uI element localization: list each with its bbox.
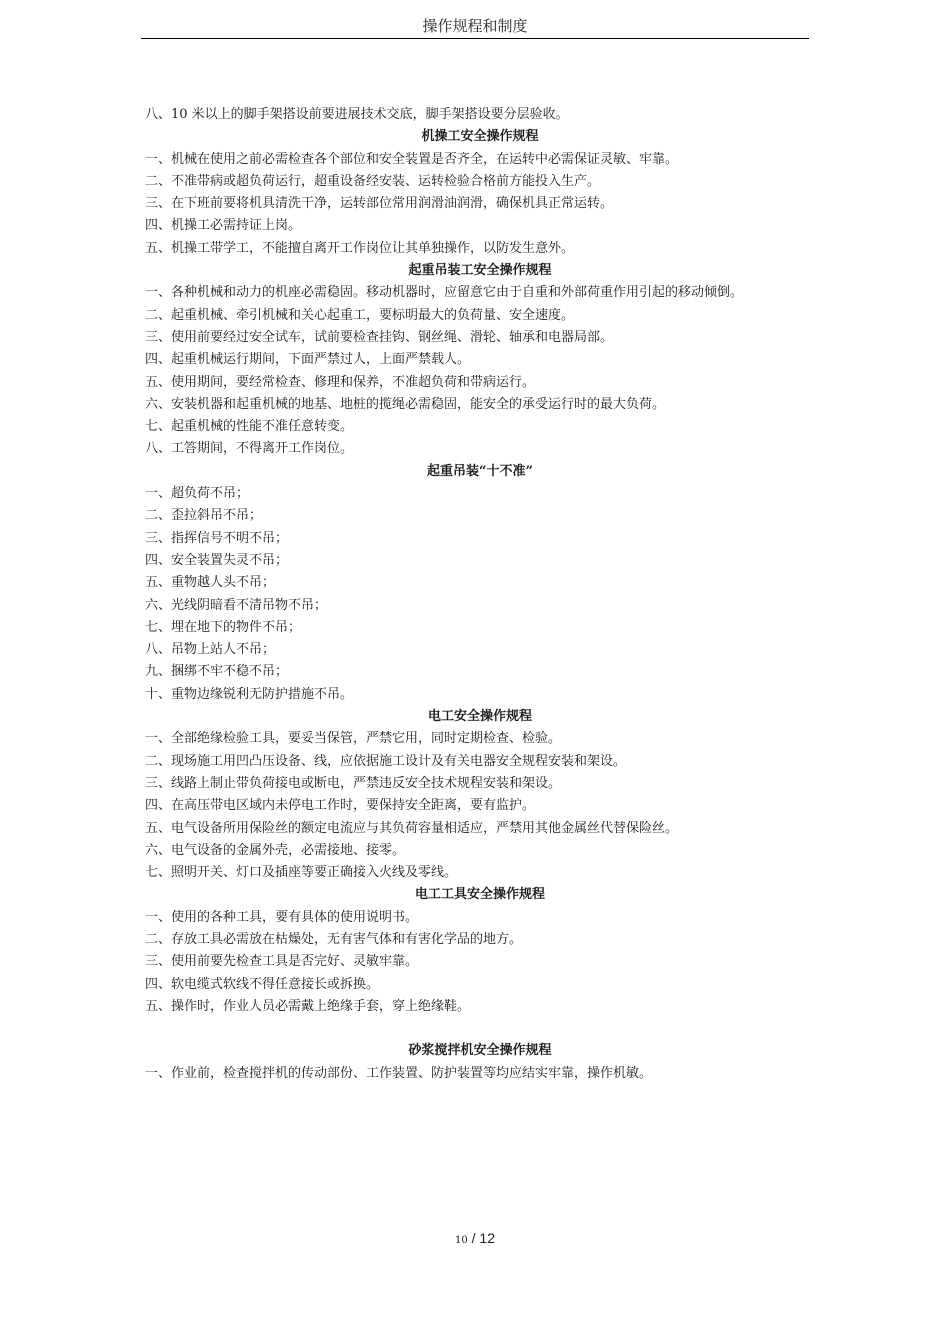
list-item: 七、起重机械的性能不准任意转变。 xyxy=(145,419,354,435)
page-footer xyxy=(0,1230,950,1248)
list-item: 一、超负荷不吊； xyxy=(145,486,250,502)
list-item: 一、机械在使用之前必需检查各个部位和安全装置是否齐全，在运转中必需保证灵敏、牢靠。 xyxy=(145,151,679,167)
list-item: 四、机操工必需持证上岗。 xyxy=(145,218,302,234)
section-title: 砂浆搅拌机安全操作规程 xyxy=(408,1043,552,1059)
list-item: 一、各种机械和动力的机座必需稳固。移动机器时，应留意它由于自重和外部荷重作用引起的移动倾倒。 xyxy=(145,285,744,301)
list-item: 八、工答期间，不得离开工作岗位。 xyxy=(145,441,354,457)
list-item: 五、机操工带学工，不能擅自离开工作岗位让其单独操作，以防发生意外。 xyxy=(145,240,575,256)
current-page-number: 10 xyxy=(455,1235,468,1246)
spacer xyxy=(145,1018,815,1040)
list-item: 六、电气设备的金属外壳，必需接地、接零。 xyxy=(145,842,406,858)
total-pages: 12 xyxy=(479,1230,495,1246)
document-body xyxy=(145,104,815,1085)
page-separator: / xyxy=(467,1230,480,1246)
list-item: 五、电气设备所用保险丝的额定电流应与其负荷容量相适应，严禁用其他金属丝代替保险丝。 xyxy=(145,820,679,836)
list-item: 四、在高压带电区域内未停电工作时，要保持安全距离，要有监护。 xyxy=(145,798,536,814)
list-item: 四、起重机械运行期间，下面严禁过人，上面严禁载人。 xyxy=(145,352,471,368)
list-item: 五、操作时，作业人员必需戴上绝缘手套，穿上绝缘鞋。 xyxy=(145,998,471,1014)
list-item: 六、安装机器和起重机械的地基、地桩的揽绳必需稳固，能安全的承受运行时的最大负荷。 xyxy=(145,396,666,412)
page-header xyxy=(141,14,809,39)
list-item: 二、不准带病或超负荷运行，超重设备经安装、运转检验合格前方能投入生产。 xyxy=(145,173,601,189)
list-item: 十、重物边缘锐利无防护措施不吊。 xyxy=(145,686,354,702)
section-title: 起重吊装工安全操作规程 xyxy=(408,263,552,279)
list-item: 二、歪拉斜吊不吊； xyxy=(145,508,263,524)
list-item: 三、线路上制止带负荷接电或断电，严禁违反安全技术规程安装和架设。 xyxy=(145,775,562,791)
list-item: 五、重物越人头不吊； xyxy=(145,575,276,591)
list-item: 二、存放工具必需放在枯燥处，无有害气体和有害化学品的地方。 xyxy=(145,931,523,947)
section-title: 机操工安全操作规程 xyxy=(421,129,539,145)
section-title: 电工工具安全操作规程 xyxy=(414,887,545,903)
header-title: 操作规程和制度 xyxy=(422,17,528,35)
list-item: 五、使用期间，要经常检查、修理和保养，不准超负荷和带病运行。 xyxy=(145,374,536,390)
list-item: 三、使用前要经过安全试车，试前要检查挂钩、钢丝绳、滑轮、轴承和电器局部。 xyxy=(145,329,614,345)
list-item: 四、安全装置失灵不吊； xyxy=(145,552,289,568)
list-item: 六、光线阴暗看不清吊物不吊； xyxy=(145,597,328,613)
list-item: 三、在下班前要将机具清洗干净，运转部位常用润滑油润滑，确保机具正常运转。 xyxy=(145,196,614,212)
section-title: 电工安全操作规程 xyxy=(427,709,532,725)
list-item: 七、埋在地下的物件不吊； xyxy=(145,619,302,635)
list-item: 七、照明开关、灯口及插座等要正确接入火线及零线。 xyxy=(145,865,458,881)
intro-paragraph: 八、10 米以上的脚手架搭设前要进展技术交底，脚手架搭设要分层验收。 xyxy=(145,107,569,122)
list-item: 四、软电缆式软线不得任意接长或拆换。 xyxy=(145,976,380,992)
list-item: 九、捆绑不牢不稳不吊； xyxy=(145,664,289,680)
list-item: 三、使用前要先检查工具是否完好、灵敏牢靠。 xyxy=(145,954,419,970)
list-item: 一、使用的各种工具，要有具体的使用说明书。 xyxy=(145,909,419,925)
section-title: 起重吊装“十不准” xyxy=(427,463,533,479)
list-item: 一、全部绝缘检验工具，要妥当保管，严禁它用，同时定期检查、检验。 xyxy=(145,731,562,747)
list-item: 二、现场施工用凹凸压设备、线，应依据施工设计及有关电器安全规程安装和架设。 xyxy=(145,753,627,769)
list-item: 二、起重机械、牵引机械和关心起重工，要标明最大的负荷量、安全速度。 xyxy=(145,307,575,323)
list-item: 三、指挥信号不明不吊； xyxy=(145,530,289,546)
list-item: 一、作业前，检查搅拌机的传动部份、工作装置、防护装置等均应结实牢靠，操作机敏。 xyxy=(145,1065,653,1081)
list-item: 八、吊物上站人不吊； xyxy=(145,642,276,658)
